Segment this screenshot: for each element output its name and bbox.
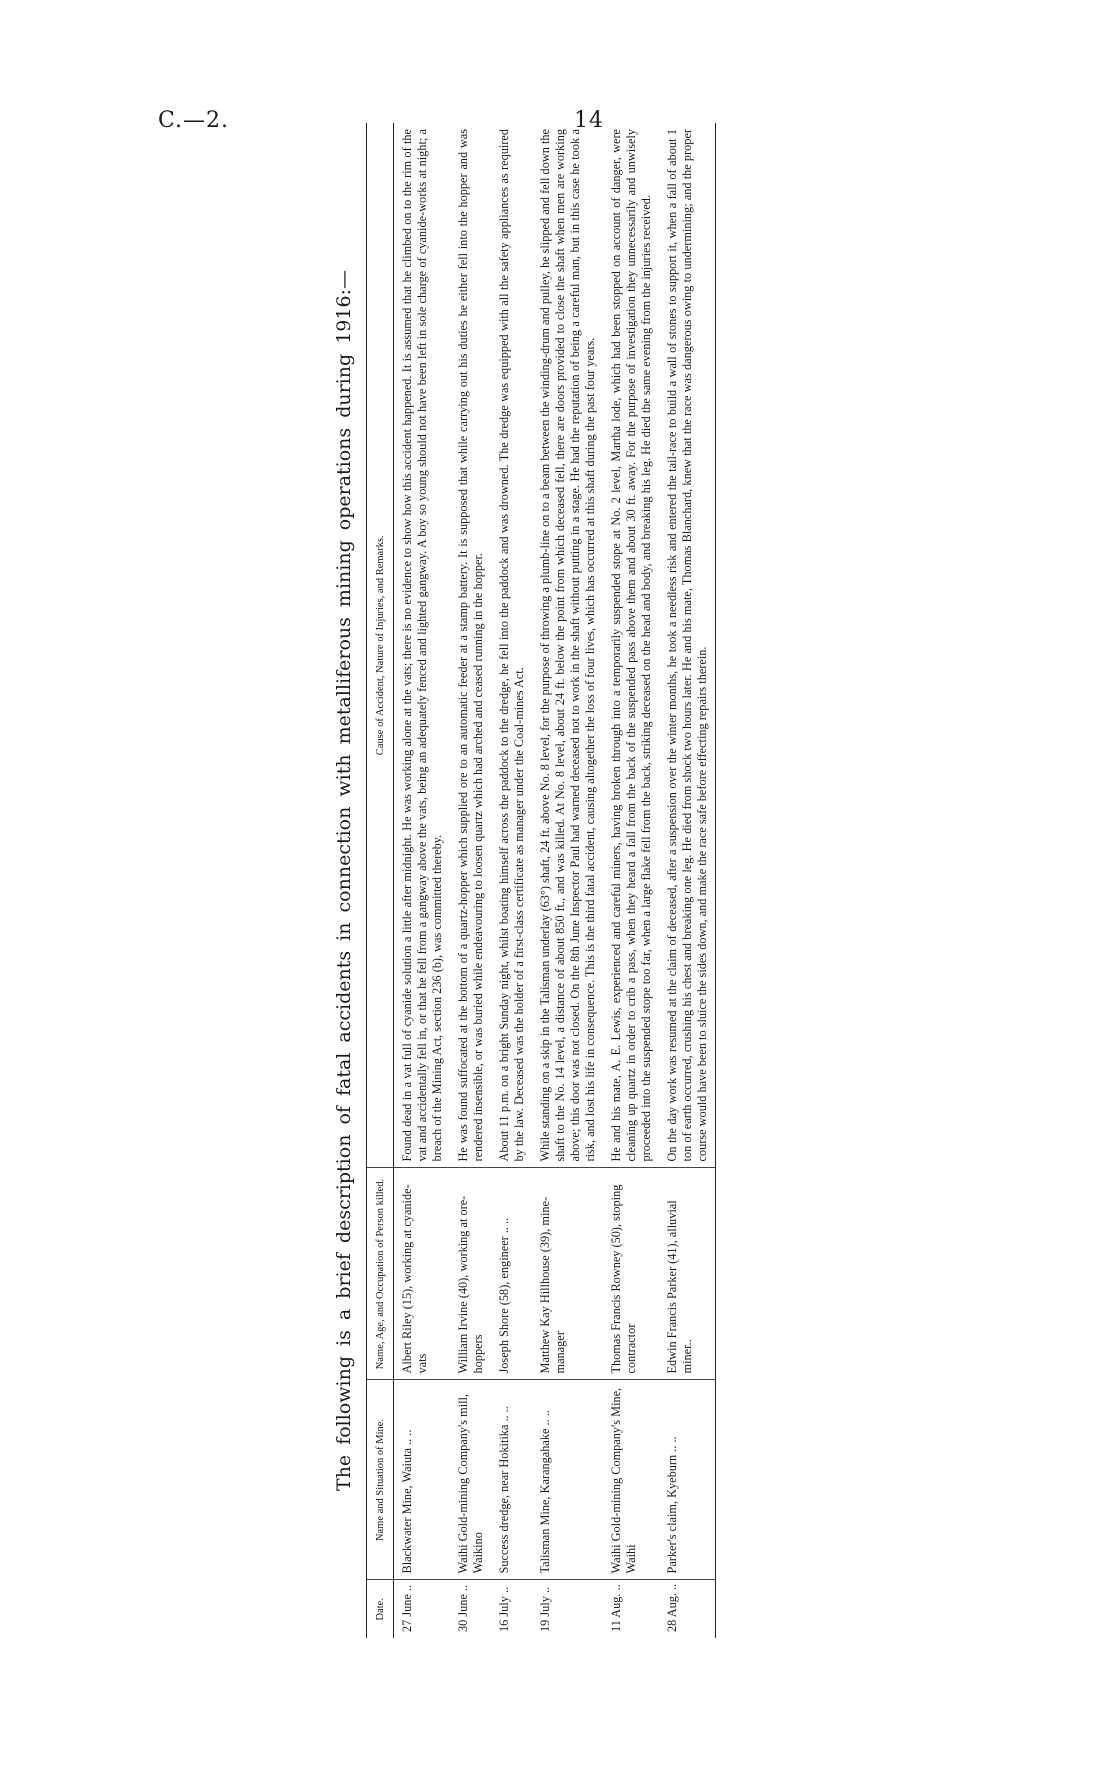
cell-cause: About 11 p.m. on a bright Sunday night, whilst boating himself across the paddock to the dredge, he fell into the paddock and was drowned. The dredge was equipped with all the safety appliances as required by the law. Deceased was the holder of a first-class certificate as manager under the Coal-mines Act. — [491, 123, 532, 1168]
column-header-date: Date. — [367, 1580, 394, 1638]
table-row — [532, 123, 603, 1638]
rotated-table-block — [322, 123, 1022, 1638]
cell-date: 19 July .. — [538, 1586, 552, 1632]
cell-date: 28 Aug. .. — [659, 1580, 716, 1638]
table-header-row — [367, 123, 394, 1638]
cell-date: 27 June .. — [400, 1584, 414, 1632]
fatal-accidents-table — [366, 123, 716, 1638]
table-row — [659, 123, 716, 1638]
table-row — [491, 123, 532, 1638]
cell-date: 16 July .. — [497, 1586, 511, 1632]
cell-cause: Found dead in a vat full of cyanide solution a little after midnight. He was working alone at the vats; there is no evidence to show how this accident happened. It is assumed that he climbed on to the rim of the vat and accidentally fell in, or that he fell from a gangway above the vats, being an adequately fenced and lighted gangway. A boy so young should not have been left in sole charge of cyanide-works at night; a breach of the Mining Act, section 236 (b), was committed thereby. — [394, 123, 451, 1168]
cell-date: 11 Aug. .. — [609, 1584, 623, 1632]
page-number: 14 — [574, 108, 604, 133]
table-row — [394, 123, 451, 1638]
cell-date: 30 June .. — [456, 1584, 470, 1632]
cell-cause: He was found suffocated at the bottom of a quartz-hopper which supplied ore to an automatic feeder at a stamp battery. It is supposed that while carrying out his duties he either fell into the hopper and was rendered insensible, or was buried while endeavouring to loosen quartz which had arched and ceased running in the hopper. — [450, 123, 491, 1168]
cell-cause: While standing on a skip in the Talisman underlay (63°) shaft, 24 ft. above No. 8 level, for the purpose of throwing a plumb-line on to a beam between the winding-drum and pulley, he slipped and fell down the shaft to the No. 14 level, a distance of about 850 ft., and was killed. At No. 8 level, about 24 ft. below the point from which deceased fell, there are doors provided to close the shaft when men are working above; this door was not closed. On the 8th June Inspector Paul had warned deceased not to work in the shaft without putting in a stage. He had the reputation of being a careful man, but in this case he took a risk, and lost his life in consequence. This is the third fatal accident, causing altogether the loss of four lives, which has occurred at this shaft during the past four years. — [532, 123, 603, 1168]
cell-person: Albert Riley (15), working at cyanide-vats — [394, 1168, 451, 1380]
report-reference: C.—2. — [158, 108, 230, 133]
cell-person: Edwin Francis Parker (41), alluvial miner.. — [659, 1168, 716, 1380]
cell-person: Thomas Francis Rowney (50), stoping contractor — [603, 1168, 659, 1380]
cell-person: William Irvine (40), working at ore-hoppers — [450, 1168, 491, 1380]
cell-mine: Waihi Gold-mining Company's Mine, Waihi — [603, 1380, 659, 1580]
cell-person: Matthew Kay Hillhouse (39), mine-manager — [532, 1168, 603, 1380]
column-header-cause: Cause of Accident, Nature of Injuries, and Remarks. — [367, 123, 394, 1168]
table-row — [450, 123, 491, 1638]
table-caption: The following is a brief description of fatal accidents in connection with metalliferous mining operations during 1916:— — [333, 270, 355, 1491]
cell-mine: Talisman Mine, Karangahake .. .. — [532, 1380, 603, 1580]
cell-mine: Success dredge, near Hokitika .. .. — [491, 1380, 532, 1580]
cell-mine: Waihi Gold-mining Company's mill, Waikino — [450, 1380, 491, 1580]
cell-person: Joseph Shore (58), engineer .. .. — [491, 1168, 532, 1380]
cell-cause: On the day work was resumed at the claim of deceased, after a suspension over the winter months, he took a needless risk and entered the tail-race to build a wall of stones to support it, when a fall of about 1 ton of earth occurred, crushing his chest and breaking one leg. He died from shock two hours later. He and his mate, Thomas Blanchard, knew that the race was dangerous owing to undermining; and the proper course would have been to sluice the sides down, and make the race safe before effecting repairs therein. — [659, 123, 716, 1168]
column-header-person: Name, Age, and Occupation of Person killed. — [367, 1168, 394, 1380]
table-row — [603, 123, 659, 1638]
cell-mine: Parker's claim, Kyeburn .. .. — [659, 1380, 716, 1580]
cell-mine: Blackwater Mine, Waiuta .. .. — [394, 1380, 451, 1580]
cell-cause: He and his mate, A. E. Lewis, experienced and careful miners, having broken through into a temporarily suspended stope at No. 2 level, Martha lode, which had been stopped on account of danger, were cleaning up quartz in order to crib a pass, when they heard a fall from the back of the suspended pass above them and about 30 ft. away. For the purpose of investigation they unnecessarily and unwisely proceeded into the suspended stope too far, when a large flake fell from the back, striking deceased on the head and body, and breaking his leg. He died the same evening from the injuries received. — [603, 123, 659, 1168]
column-header-mine: Name and Situation of Mine. — [367, 1380, 394, 1580]
